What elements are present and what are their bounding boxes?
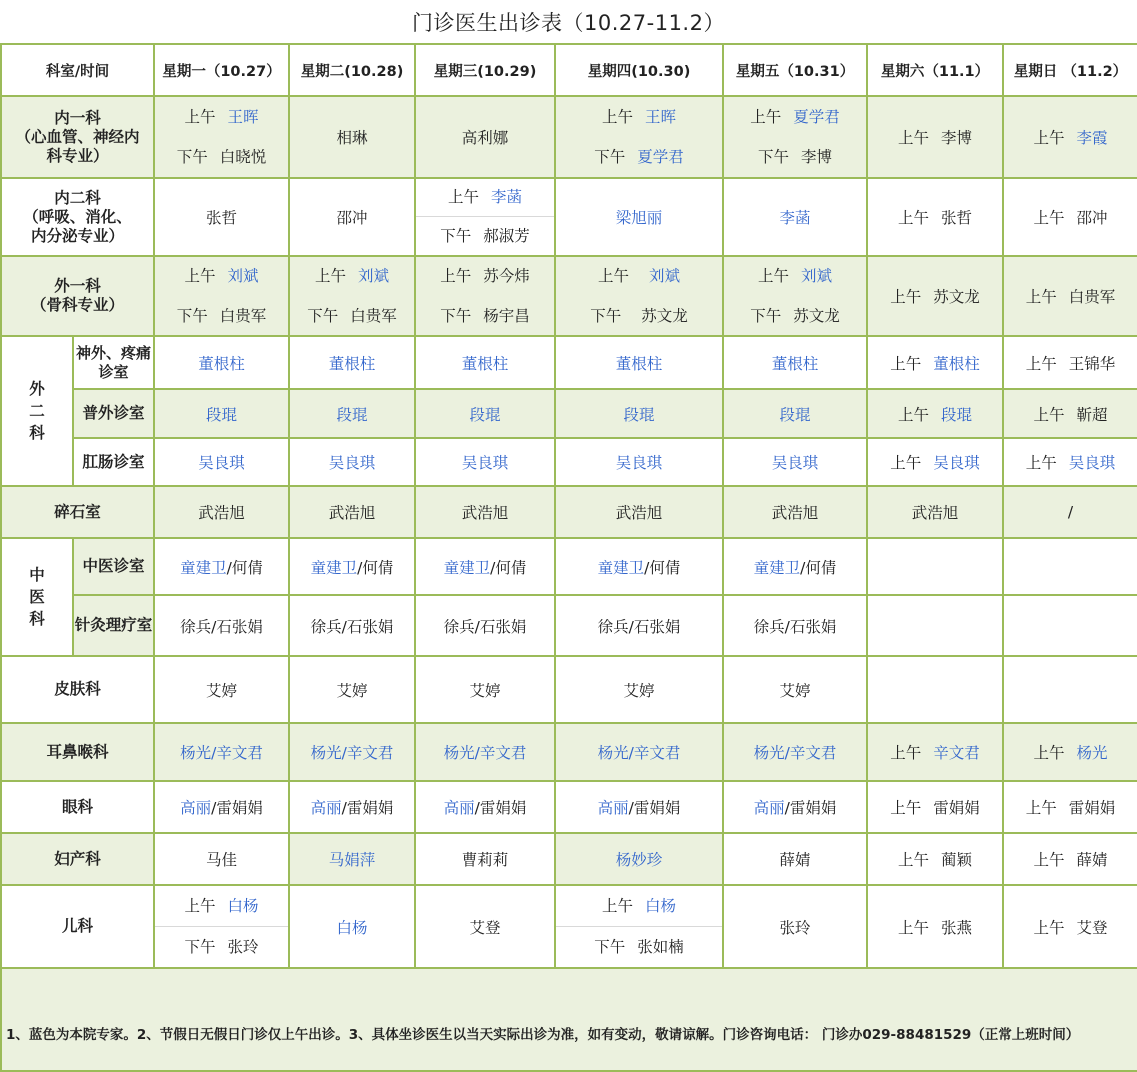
cell-pifu-mon: 艾婷 <box>154 656 289 723</box>
cell-fuchan-tue: 马娟萍 <box>289 833 415 885</box>
cell-suishi-wed: 武浩旭 <box>415 486 555 538</box>
cell-shenwai-thu: 董根柱 <box>555 336 723 389</box>
cell-shenwai-sun: 上午 王锦华 <box>1003 336 1137 389</box>
dept-pifu: 皮肤科 <box>1 656 154 723</box>
dept-zhongyi: 中医科 <box>1 538 73 656</box>
cell-fuchan-sat: 上午 蔺颖 <box>867 833 1003 885</box>
cell-yanke-fri: 高丽/雷娟娟 <box>723 781 867 833</box>
cell-erbi-sun: 上午 杨光 <box>1003 723 1137 781</box>
row-wai2-sub3 <box>1 438 1137 486</box>
cell-gangchang-sun: 上午 吴良琪 <box>1003 438 1137 486</box>
header-tue: 星期二(10.28) <box>289 44 415 96</box>
row-nei2 <box>1 178 1137 256</box>
cell-pifu-thu: 艾婷 <box>555 656 723 723</box>
cell-puwai-thu: 段琨 <box>555 389 723 438</box>
cell-suishi-sun: / <box>1003 486 1137 538</box>
row-suishi <box>1 486 1137 538</box>
cell-wai1-sat: 上午 苏文龙 <box>867 256 1003 336</box>
cell-yanke-mon: 高丽/雷娟娟 <box>154 781 289 833</box>
cell-gangchang-mon: 吴良琪 <box>154 438 289 486</box>
cell-nei1-mon: 上午 王晖 下午 白晓悦 <box>154 96 289 178</box>
cell-nei1-thu: 上午 王晖 下午 夏学君 <box>555 96 723 178</box>
cell-suishi-fri: 武浩旭 <box>723 486 867 538</box>
cell-erke-thu: 上午 白杨 下午 张如楠 <box>555 885 723 968</box>
cell-zhenjiu-fri: 徐兵/石张娟 <box>723 595 867 656</box>
header-dept-time: 科室/时间 <box>1 44 154 96</box>
cell-gangchang-fri: 吴良琪 <box>723 438 867 486</box>
row-nei1 <box>1 96 1137 178</box>
row-zhongyi-sub2 <box>1 595 1137 656</box>
cell-yanke-sat: 上午 雷娟娟 <box>867 781 1003 833</box>
row-fuchan <box>1 833 1137 885</box>
cell-zhongyi-sat <box>867 538 1003 595</box>
page-title: 门诊医生出诊表（10.27-11.2） <box>412 11 725 35</box>
cell-erbi-thu: 杨光/辛文君 <box>555 723 723 781</box>
cell-fuchan-fri: 薛婧 <box>723 833 867 885</box>
cell-shenwai-fri: 董根柱 <box>723 336 867 389</box>
cell-zhongyi-wed: 童建卫/何倩 <box>415 538 555 595</box>
row-erke <box>1 885 1137 968</box>
cell-nei1-tue: 相琳 <box>289 96 415 178</box>
cell-erke-fri: 张玲 <box>723 885 867 968</box>
cell-puwai-tue: 段琨 <box>289 389 415 438</box>
dept-wai2: 外二科 <box>1 336 73 486</box>
cell-shenwai-mon: 董根柱 <box>154 336 289 389</box>
dept-erbi: 耳鼻喉科 <box>1 723 154 781</box>
cell-yanke-sun: 上午 雷娟娟 <box>1003 781 1137 833</box>
dept-wai1: 外一科 （骨科专业） <box>1 256 154 336</box>
cell-nei2-wed: 上午 李菡 下午 郝淑芳 <box>415 178 555 256</box>
cell-pifu-sun <box>1003 656 1137 723</box>
cell-yanke-thu: 高丽/雷娟娟 <box>555 781 723 833</box>
cell-pifu-tue: 艾婷 <box>289 656 415 723</box>
sub-zhongyi-clinic: 中医诊室 <box>73 538 154 595</box>
cell-erke-sun: 上午 艾登 <box>1003 885 1137 968</box>
cell-wai1-thu: 上午 刘斌 下午 苏文龙 <box>555 256 723 336</box>
cell-erbi-wed: 杨光/辛文君 <box>415 723 555 781</box>
footer-row <box>1 968 1137 1071</box>
cell-nei2-thu: 梁旭丽 <box>555 178 723 256</box>
row-pifu <box>1 656 1137 723</box>
cell-pifu-wed: 艾婷 <box>415 656 555 723</box>
cell-puwai-sun: 上午 靳超 <box>1003 389 1137 438</box>
dept-nei1: 内一科 （心血管、神经内 科专业） <box>1 96 154 178</box>
cell-gangchang-tue: 吴良琪 <box>289 438 415 486</box>
footer-note: 1、蓝色为本院专家。2、节假日无假日门诊仅上午出诊。3、具体坐诊医生以当天实际出诊为准，如有变动，敬请谅解。门诊咨询电话： 门诊办029-88481529（正常上班时间） <box>1 968 1137 1071</box>
cell-shenwai-tue: 董根柱 <box>289 336 415 389</box>
dept-yanke: 眼科 <box>1 781 154 833</box>
header-fri: 星期五（10.31） <box>723 44 867 96</box>
cell-wai1-sun: 上午 白贵军 <box>1003 256 1137 336</box>
cell-yanke-wed: 高丽/雷娟娟 <box>415 781 555 833</box>
cell-erke-tue: 白杨 <box>289 885 415 968</box>
cell-zhenjiu-tue: 徐兵/石张娟 <box>289 595 415 656</box>
cell-zhenjiu-sun <box>1003 595 1137 656</box>
sub-wai2-shenwai: 神外、疼痛诊室 <box>73 336 154 389</box>
cell-fuchan-thu: 杨妙珍 <box>555 833 723 885</box>
sub-wai2-puwai: 普外诊室 <box>73 389 154 438</box>
header-row <box>1 44 1137 96</box>
cell-nei1-fri: 上午 夏学君 下午 李博 <box>723 96 867 178</box>
cell-puwai-fri: 段琨 <box>723 389 867 438</box>
cell-gangchang-thu: 吴良琪 <box>555 438 723 486</box>
cell-fuchan-wed: 曹莉莉 <box>415 833 555 885</box>
cell-puwai-mon: 段琨 <box>154 389 289 438</box>
cell-zhongyi-tue: 童建卫/何倩 <box>289 538 415 595</box>
cell-puwai-sat: 上午 段琨 <box>867 389 1003 438</box>
cell-fuchan-mon: 马佳 <box>154 833 289 885</box>
cell-erbi-sat: 上午 辛文君 <box>867 723 1003 781</box>
cell-suishi-mon: 武浩旭 <box>154 486 289 538</box>
sub-wai2-gangchang: 肛肠诊室 <box>73 438 154 486</box>
cell-wai1-wed: 上午 苏今炜 下午 杨宇昌 <box>415 256 555 336</box>
cell-erke-wed: 艾登 <box>415 885 555 968</box>
cell-zhenjiu-thu: 徐兵/石张娟 <box>555 595 723 656</box>
row-erbi <box>1 723 1137 781</box>
cell-zhongyi-fri: 童建卫/何倩 <box>723 538 867 595</box>
row-zhongyi-sub1 <box>1 538 1137 595</box>
dept-nei2: 内二科 （呼吸、消化、 内分泌专业） <box>1 178 154 256</box>
cell-erke-mon: 上午 白杨 下午 张玲 <box>154 885 289 968</box>
cell-shenwai-wed: 董根柱 <box>415 336 555 389</box>
dept-erke: 儿科 <box>1 885 154 968</box>
header-thu: 星期四(10.30) <box>555 44 723 96</box>
cell-nei2-fri: 李菡 <box>723 178 867 256</box>
dept-fuchan: 妇产科 <box>1 833 154 885</box>
cell-suishi-thu: 武浩旭 <box>555 486 723 538</box>
cell-zhenjiu-wed: 徐兵/石张娟 <box>415 595 555 656</box>
row-yanke <box>1 781 1137 833</box>
schedule-table <box>0 43 1137 1072</box>
header-wed: 星期三(10.29) <box>415 44 555 96</box>
cell-zhongyi-mon: 童建卫/何倩 <box>154 538 289 595</box>
cell-suishi-tue: 武浩旭 <box>289 486 415 538</box>
cell-erbi-fri: 杨光/辛文君 <box>723 723 867 781</box>
cell-pifu-fri: 艾婷 <box>723 656 867 723</box>
cell-pifu-sat <box>867 656 1003 723</box>
cell-erbi-tue: 杨光/辛文君 <box>289 723 415 781</box>
cell-wai1-fri: 上午 刘斌 下午 苏文龙 <box>723 256 867 336</box>
cell-yanke-tue: 高丽/雷娟娟 <box>289 781 415 833</box>
cell-nei2-tue: 邵冲 <box>289 178 415 256</box>
cell-fuchan-sun: 上午 薛婧 <box>1003 833 1137 885</box>
cell-nei2-sat: 上午 张哲 <box>867 178 1003 256</box>
row-wai2-sub2 <box>1 389 1137 438</box>
cell-nei1-sat: 上午 李博 <box>867 96 1003 178</box>
cell-nei1-wed: 高利娜 <box>415 96 555 178</box>
cell-erke-sat: 上午 张燕 <box>867 885 1003 968</box>
cell-suishi-sat: 武浩旭 <box>867 486 1003 538</box>
header-sat: 星期六（11.1） <box>867 44 1003 96</box>
cell-wai1-mon: 上午 刘斌 下午 白贵军 <box>154 256 289 336</box>
cell-puwai-wed: 段琨 <box>415 389 555 438</box>
cell-shenwai-sat: 上午 董根柱 <box>867 336 1003 389</box>
header-mon: 星期一（10.27） <box>154 44 289 96</box>
sub-zhongyi-acupuncture: 针灸理疗室 <box>73 595 154 656</box>
cell-zhenjiu-sat <box>867 595 1003 656</box>
dept-suishi: 碎石室 <box>1 486 154 538</box>
cell-nei2-mon: 张哲 <box>154 178 289 256</box>
cell-nei1-sun: 上午 李霞 <box>1003 96 1137 178</box>
cell-erbi-mon: 杨光/辛文君 <box>154 723 289 781</box>
cell-gangchang-sat: 上午 吴良琪 <box>867 438 1003 486</box>
header-sun: 星期日 （11.2） <box>1003 44 1137 96</box>
row-wai2-sub1 <box>1 336 1137 389</box>
cell-zhongyi-sun <box>1003 538 1137 595</box>
cell-zhongyi-thu: 童建卫/何倩 <box>555 538 723 595</box>
row-wai1 <box>1 256 1137 336</box>
cell-wai1-tue: 上午 刘斌 下午 白贵军 <box>289 256 415 336</box>
cell-gangchang-wed: 吴良琪 <box>415 438 555 486</box>
cell-zhenjiu-mon: 徐兵/石张娟 <box>154 595 289 656</box>
cell-nei2-sun: 上午 邵冲 <box>1003 178 1137 256</box>
